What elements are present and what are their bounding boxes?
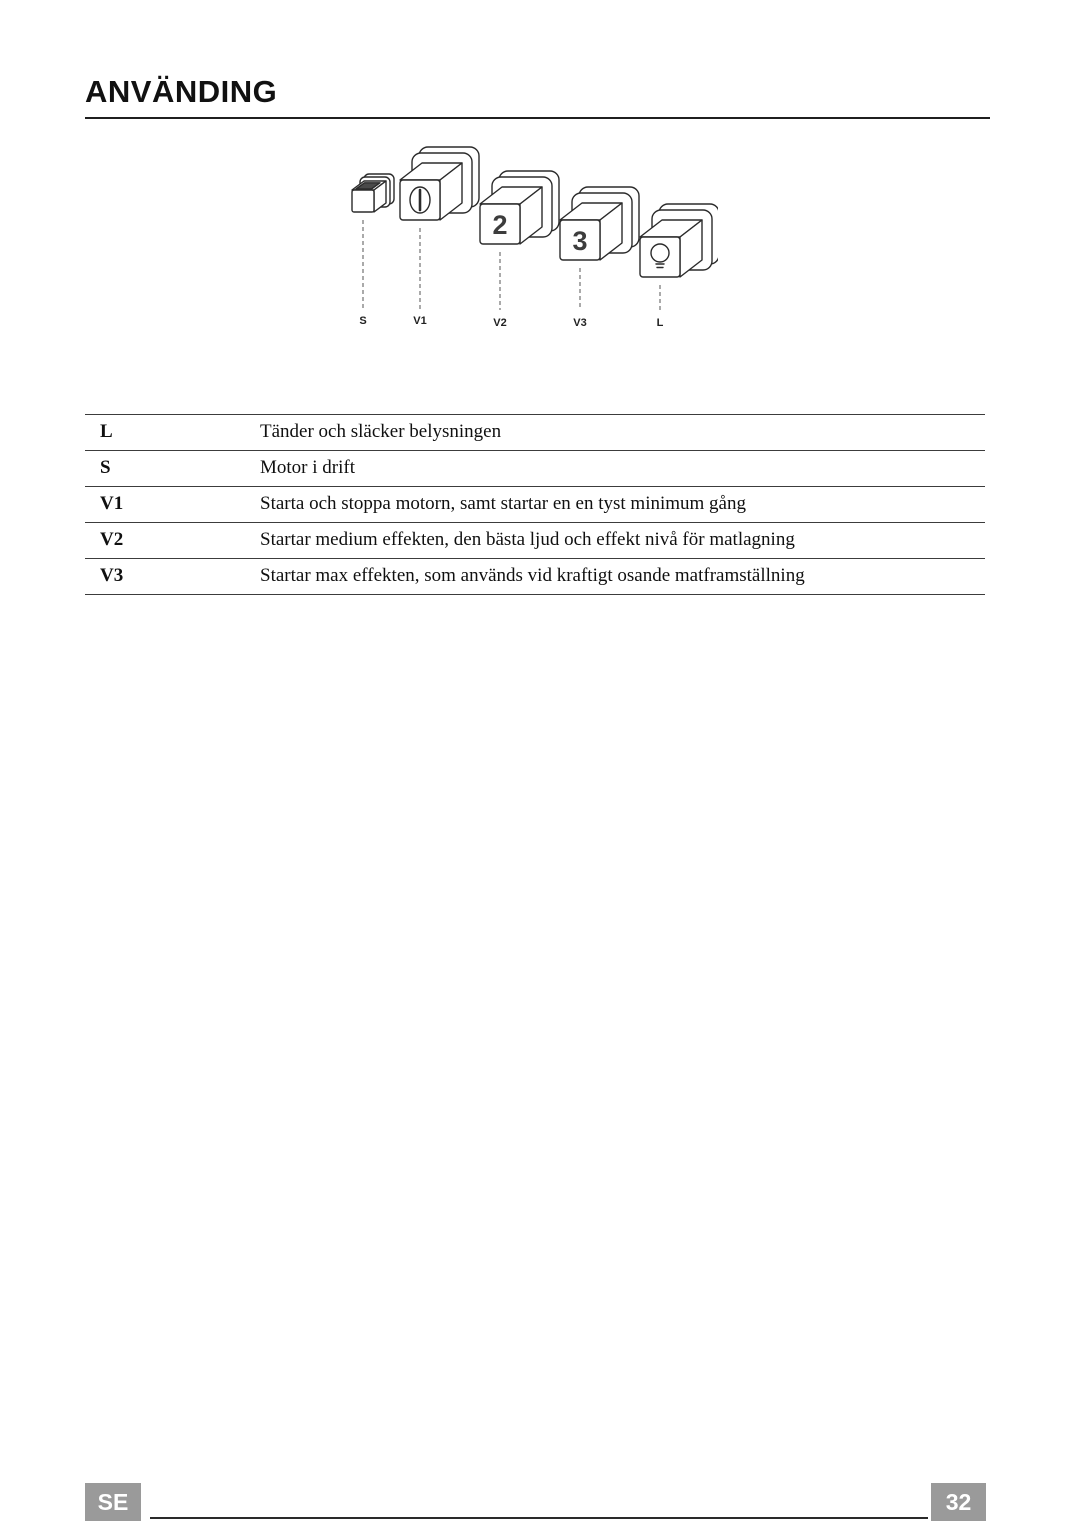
controls-table	[85, 414, 985, 595]
table-row	[85, 523, 985, 559]
control-key: S	[100, 457, 111, 478]
table-row	[85, 415, 985, 451]
control-description: Motor i drift	[260, 457, 355, 478]
footer-page-number: 32	[931, 1483, 986, 1521]
switch-v3	[560, 187, 639, 260]
label-v1: V1	[413, 315, 427, 327]
title-underline	[85, 117, 990, 119]
label-v3: V3	[573, 317, 587, 329]
control-description: Tänder och släcker belysningen	[260, 421, 502, 442]
control-key: L	[100, 421, 113, 442]
table-row	[85, 451, 985, 487]
label-v2: V2	[493, 317, 507, 329]
switch-diagram	[338, 140, 718, 335]
control-key: V1	[100, 493, 124, 514]
control-key: V3	[100, 565, 124, 586]
control-description: Starta och stoppa motorn, samt startar en en tyst minimum gång	[260, 493, 746, 514]
diagram-labels	[359, 315, 663, 329]
label-s: S	[359, 315, 367, 327]
switch-v2	[480, 171, 559, 244]
control-key: V2	[100, 529, 124, 550]
switch-v3-number: 3	[572, 226, 588, 256]
page-title: ANVÄNDING	[85, 74, 278, 109]
footer-rule	[150, 1517, 928, 1519]
table-row	[85, 487, 985, 523]
control-description: Startar max effekten, som används vid kraftigt osande matframställning	[260, 565, 805, 586]
control-description: Startar medium effekten, den bästa ljud och effekt nivå för matlagning	[260, 529, 795, 550]
table-row	[85, 559, 985, 595]
switch-s	[352, 174, 394, 212]
switch-l	[640, 204, 718, 277]
switch-diagram-svg	[338, 140, 718, 335]
switch-v1	[400, 147, 479, 220]
switch-v2-number: 2	[492, 210, 508, 240]
label-l: L	[656, 317, 664, 329]
footer-language-badge: SE	[85, 1483, 141, 1521]
